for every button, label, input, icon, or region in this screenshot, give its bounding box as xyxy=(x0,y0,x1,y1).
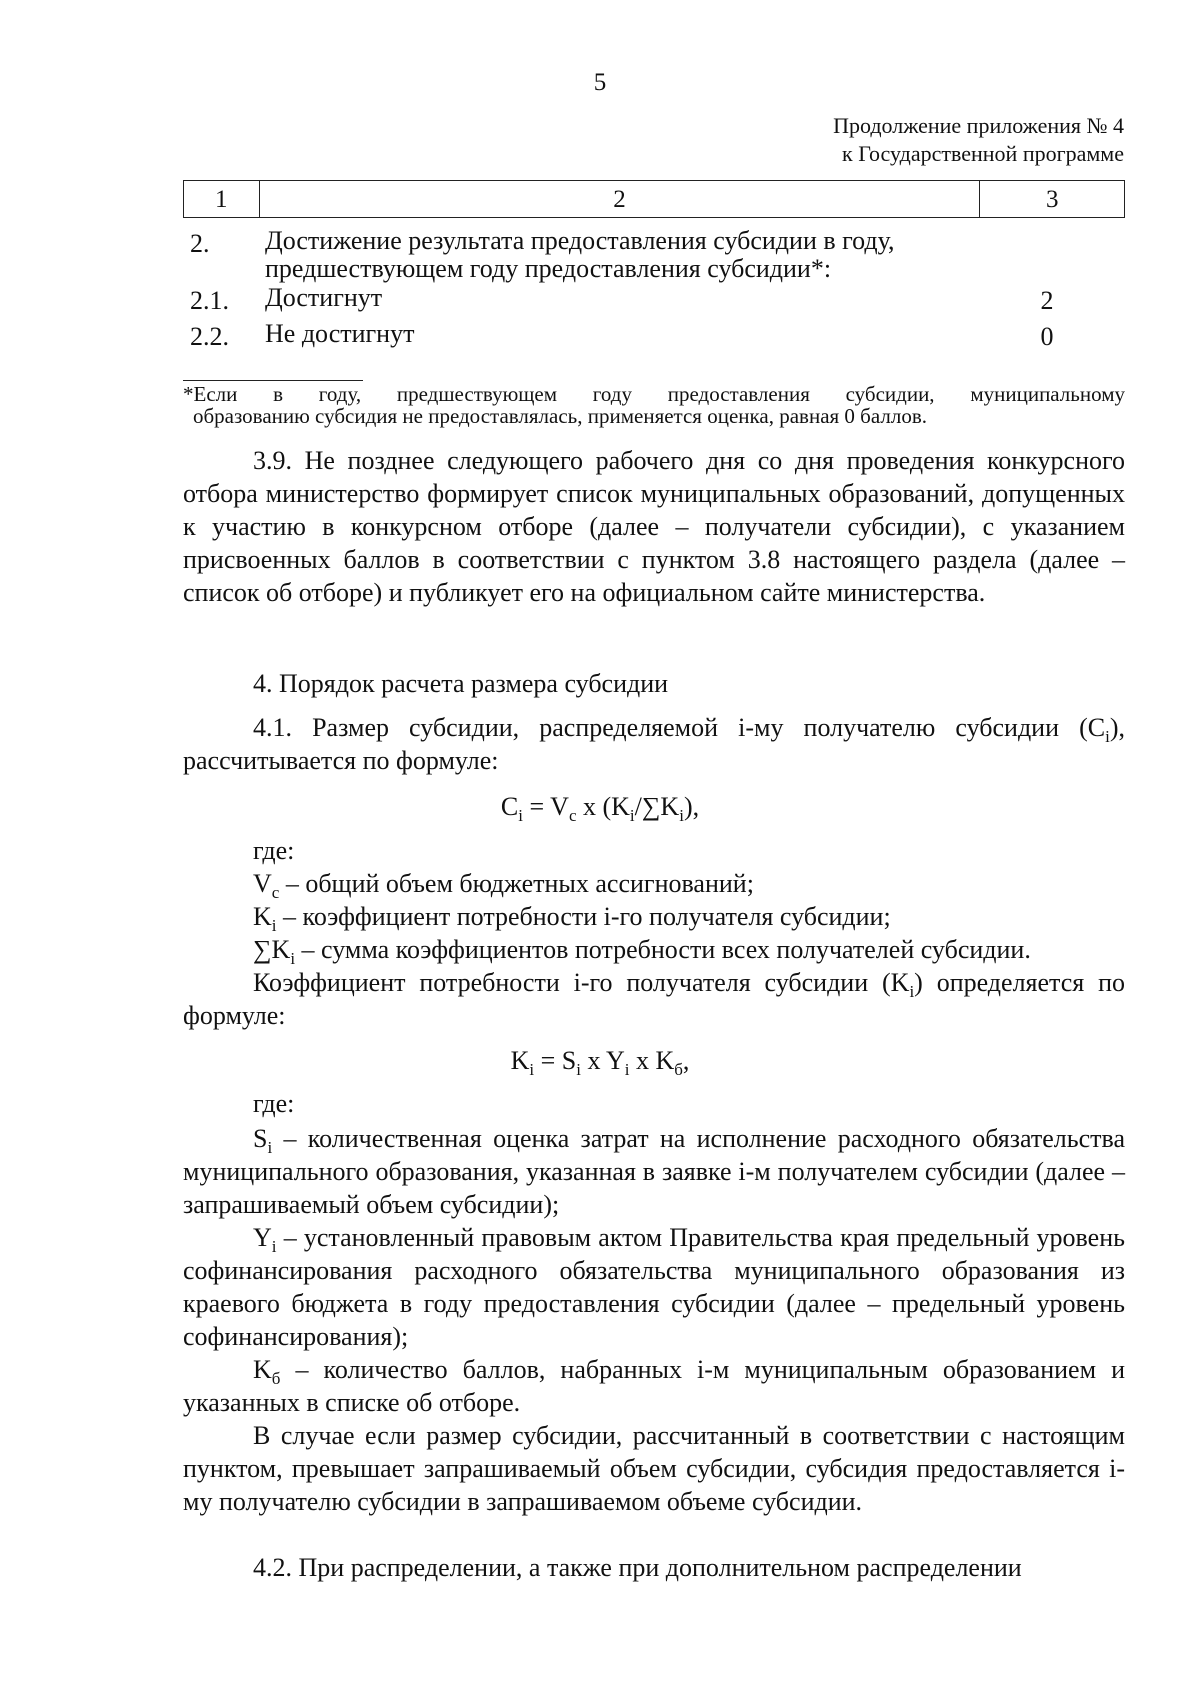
paragraph-4-1-text-b: ), рассчитывается по формуле: xyxy=(183,713,1125,775)
definition-sum-ki xyxy=(183,933,1125,969)
subscript: i xyxy=(679,806,684,826)
row-text: Не достигнут xyxy=(265,319,415,348)
definition-text: – установленный правовым актом Правительства края предельный уровень софинансирования расходного обязательства муниципального образования из краевого бюджета в году предоставления субсидии (далее – предельный уровень софинансирования); xyxy=(183,1223,1125,1351)
formula-ci xyxy=(0,790,1200,826)
symbol: S xyxy=(253,1124,268,1153)
appendix-line-2: к Государственной программе xyxy=(842,141,1124,166)
where-label: где: xyxy=(253,1089,295,1118)
subscript: i xyxy=(909,982,915,1002)
appendix-line-1: Продолжение приложения № 4 xyxy=(833,113,1124,138)
symbol: Y xyxy=(253,1223,272,1252)
subscript: i xyxy=(290,949,296,969)
table-header-cell: 1 xyxy=(184,181,260,218)
paragraph-4-1 xyxy=(183,711,1125,777)
symbol: V xyxy=(253,869,272,898)
row-score: 0 xyxy=(1040,322,1054,351)
subscript: б xyxy=(674,1060,683,1080)
coefficient-text-b: ) определяется по формуле: xyxy=(183,968,1125,1030)
formula-part: = V xyxy=(522,792,569,821)
subscript: c xyxy=(568,806,577,826)
where-label: где: xyxy=(253,836,295,865)
formula-part: x Y xyxy=(580,1046,625,1075)
row-text: Достигнут xyxy=(265,283,383,312)
footnote-rule xyxy=(183,380,363,381)
definition-text: – коэффициент потребности i-го получателя субсидии; xyxy=(276,902,891,931)
formula-part: x K xyxy=(629,1046,675,1075)
definitions-1 xyxy=(183,834,1125,969)
page-number: 5 xyxy=(593,69,607,96)
row-number: 2. xyxy=(190,229,210,258)
subscript: c xyxy=(271,883,280,903)
section-4-title: 4. Порядок расчета размера субсидии xyxy=(253,669,669,698)
subscript: i xyxy=(1105,727,1110,747)
row-number: 2.1. xyxy=(190,286,229,315)
subscript: i xyxy=(518,806,523,826)
definition-yi xyxy=(183,1221,1125,1353)
coefficient-paragraph xyxy=(183,966,1125,1032)
table-header-cell: 2 xyxy=(259,181,980,218)
definition-si xyxy=(183,1122,1125,1221)
paragraph-4-2: 4.2. При распределении, а также при дополнительном распределении xyxy=(253,1553,1022,1582)
formula-part: /∑K xyxy=(634,792,680,821)
subscript: i xyxy=(271,916,277,936)
where-label-2-block xyxy=(183,1087,1125,1120)
definition-text: – количество баллов, набранных i-м муниципальным образованием и указанных в списке об отборе. xyxy=(183,1355,1125,1417)
formula-part: ), xyxy=(683,792,700,821)
table-header-cell: 3 xyxy=(980,181,1125,218)
definition-text: – общий объем бюджетных ассигнований; xyxy=(279,869,754,898)
symbol: K xyxy=(253,1355,272,1384)
subscript: i xyxy=(576,1060,581,1080)
definition-text: – сумма коэффициентов потребности всех получателей субсидии. xyxy=(295,935,1031,964)
table-header xyxy=(183,180,1125,218)
row-score: 2 xyxy=(1040,286,1054,315)
definition-text: – количественная оценка затрат на исполнение расходного обязательства муниципального образования, указанная в заявке i-м получателем субсидии (далее – запрашиваемый объем субсидии); xyxy=(183,1124,1125,1219)
subscript: i xyxy=(529,1060,535,1080)
formula-part: C xyxy=(500,792,519,821)
definition-vc xyxy=(183,867,1125,903)
definition-kb xyxy=(183,1353,1125,1419)
paragraph-4-1-text-a: 4.1. Размер субсидии, распределяемой i-му получателю субсидии (C xyxy=(253,713,1106,742)
subscript: i xyxy=(624,1060,630,1080)
formula-part: = S xyxy=(534,1046,577,1075)
appendix-note xyxy=(700,112,1124,168)
paragraph-case: В случае если размер субсидии, рассчитанный в соответствии с настоящим пунктом, превышает запрашиваемый объем субсидии, субсидия предоставляется i-му получателю субсидии в запрашиваемом объеме субсидии. xyxy=(183,1421,1125,1516)
footnote-line-2: образованию субсидия не предоставлялась, применяется оценка, равная 0 баллов. xyxy=(193,404,927,428)
subscript: б xyxy=(271,1369,281,1389)
row-text: Достижение результата предоставления субсидии в году, предшествующем году предоставления субсидии*: xyxy=(265,226,895,283)
formula-ki xyxy=(0,1044,1200,1080)
footnote-line-1: *Если в году, предшествующем году предоставления субсидии, муниципальному xyxy=(183,382,1125,406)
subscript: i xyxy=(271,1237,277,1257)
footnote xyxy=(183,383,1125,427)
symbol: ∑K xyxy=(253,935,291,964)
definition-ki xyxy=(183,900,1125,936)
coefficient-text-a: Коэффициент потребности i-го получателя субсидии (K xyxy=(253,968,910,997)
row-number: 2.2. xyxy=(190,322,229,351)
subscript: i xyxy=(629,806,635,826)
subscript: i xyxy=(267,1138,273,1158)
formula-part: K xyxy=(510,1046,530,1075)
formula-part: x (K xyxy=(576,792,630,821)
paragraph-3-9: 3.9. Не позднее следующего рабочего дня со дня проведения конкурсного отбора министерство формирует список муниципальных образований, допущенных к участию в конкурсном отборе (далее – получатели субсидии), с указанием присвоенных баллов в соответствии с пунктом 3.8 настоящего раздела (далее – список об отборе) и публикует его на официальном сайте министерства. xyxy=(183,446,1125,607)
formula-part: , xyxy=(682,1046,690,1075)
symbol: K xyxy=(253,902,272,931)
